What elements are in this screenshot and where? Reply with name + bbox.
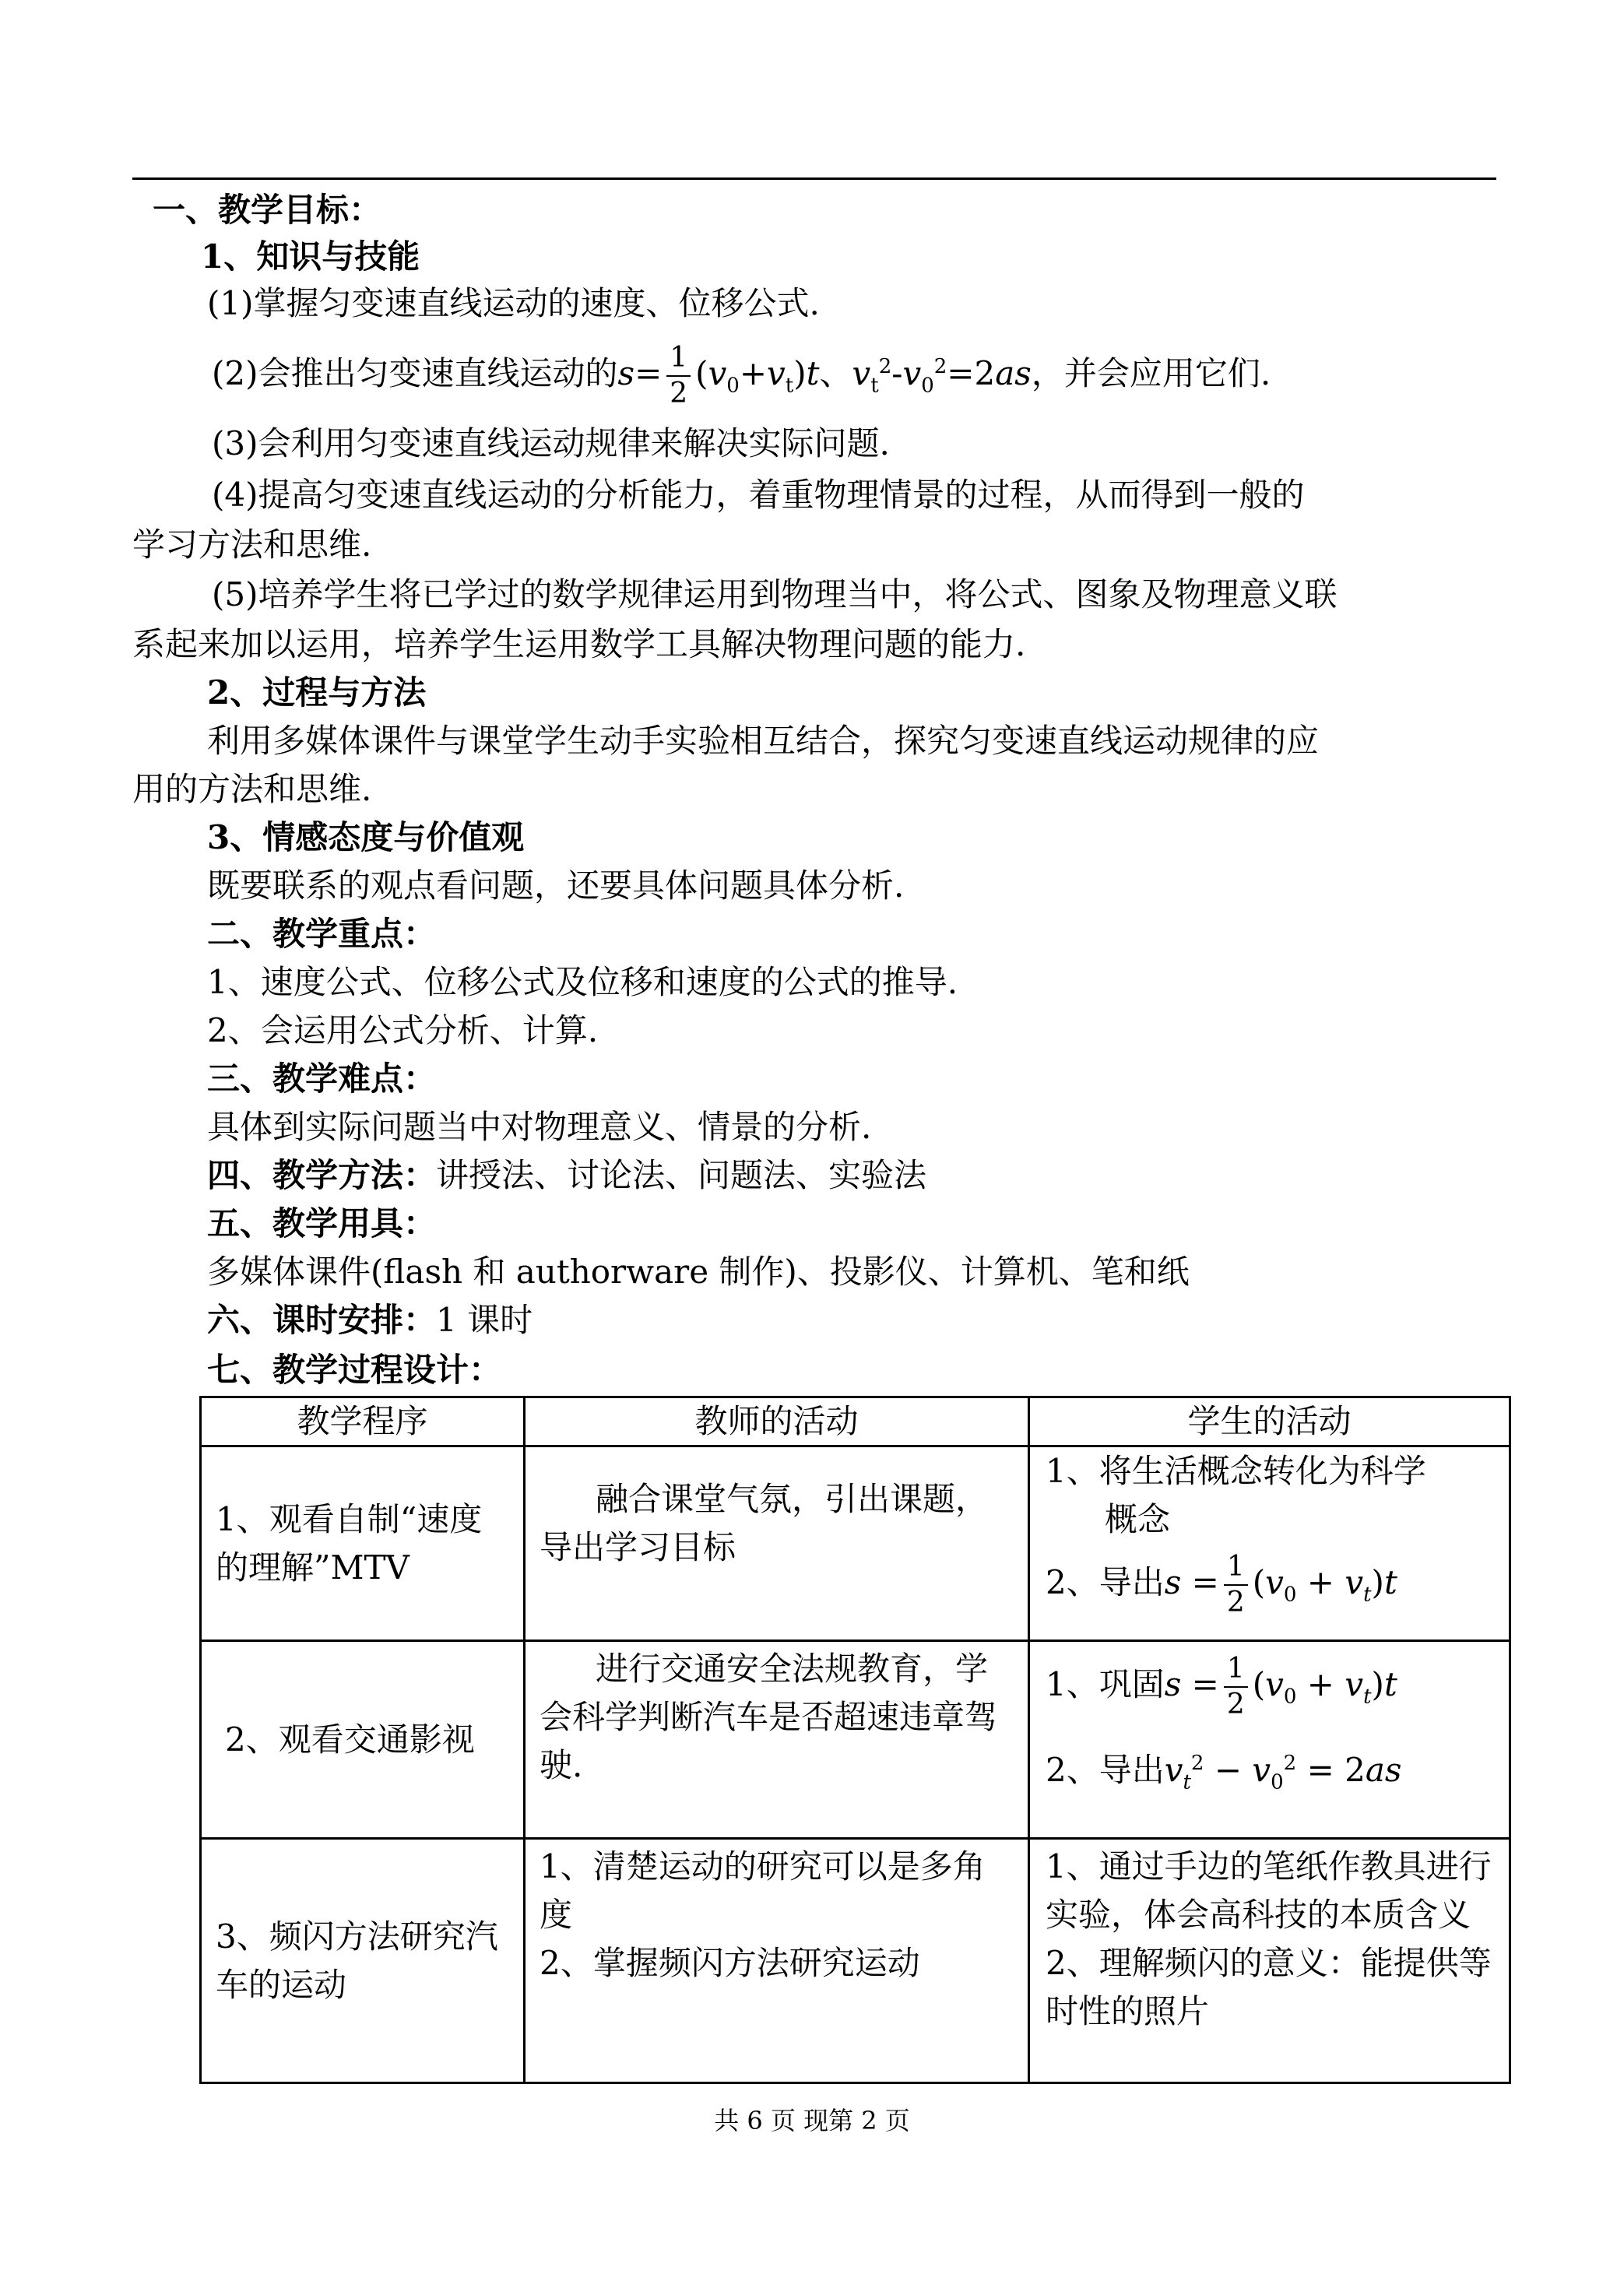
formula-eq: =: [1191, 1665, 1219, 1703]
sub-zero: 0: [1283, 1583, 1297, 1607]
formula-v: v: [1265, 1665, 1284, 1703]
formula-as: as: [1365, 1751, 1402, 1789]
formula-two: 2: [974, 354, 996, 392]
sup-two: 2: [1190, 1752, 1204, 1775]
paren-open: (: [695, 354, 708, 392]
table-header-row: [201, 1397, 1510, 1446]
paren-open: (: [1252, 1563, 1266, 1601]
formula-plus: +: [739, 354, 768, 392]
sub-t: t: [1363, 1685, 1372, 1709]
student-activity-2: 2、理解频闪的意义：能提供等时性的照片: [1046, 1944, 1492, 2030]
table-cell-student: [1029, 1839, 1510, 2083]
fraction-numerator: 1: [666, 344, 691, 377]
fraction-denominator: 2: [670, 378, 688, 409]
paren-close: ): [1371, 1665, 1384, 1703]
formula-s: s: [1164, 1665, 1182, 1703]
table-cell-teacher: [525, 1839, 1029, 2083]
objective-4-line1: (4)提高匀变速直线运动的分析能力，着重物理情景的过程，从而得到一般的: [212, 476, 1305, 514]
student-activity-2-label: 2、导出: [1046, 1563, 1165, 1601]
section-teaching-objectives: 一、教学目标：: [153, 191, 382, 229]
section-process-design: 七、教学过程设计：: [207, 1351, 502, 1389]
formula-s: s: [1164, 1563, 1182, 1601]
sup-two: 2: [1283, 1752, 1297, 1775]
sub-t: t: [1363, 1583, 1372, 1607]
formula-two: 2: [1345, 1751, 1366, 1789]
sub-zero: 0: [1283, 1685, 1297, 1709]
formula-v: v: [708, 354, 727, 392]
key-point-1: 1、速度公式、位移公式及位移和速度的公式的推导.: [207, 963, 958, 1001]
table-cell-teacher: 融合课堂气氛，引出课题，导出学习目标: [525, 1446, 1029, 1641]
sub-t: t: [1183, 1770, 1191, 1794]
student-activity-1: 1、通过手边的笔纸作教具进行实验，体会高科技的本质含义: [1046, 1847, 1492, 1934]
section-schedule-label: 六、课时安排：: [207, 1301, 437, 1339]
teacher-activity-1: 1、清楚运动的研究可以是多角度: [540, 1847, 986, 1934]
formula-plus: +: [1306, 1563, 1334, 1601]
formula-eq: =: [947, 354, 975, 392]
subsection-knowledge-skills: 1、知识与技能: [201, 237, 420, 276]
emotion-text: 既要联系的观点看问题，还要具体问题具体分析.: [207, 866, 905, 905]
process-line2: 用的方法和思维.: [132, 770, 372, 808]
table-cell-student: [1029, 1446, 1510, 1641]
table-cell-procedure: 3、频闪方法研究汽车的运动: [201, 1839, 525, 2083]
objective-5-line2: 系起来加以运用，培养学生运用数学工具解决物理问题的能力.: [132, 625, 1026, 663]
sub-t: t: [870, 374, 879, 398]
formula-v: v: [1345, 1665, 1364, 1703]
formula-minus: −: [1214, 1751, 1243, 1789]
fraction-half: [1224, 1553, 1248, 1617]
table-header: 教学程序: [201, 1397, 525, 1446]
formula-v: v: [902, 354, 922, 392]
sup-two: 2: [933, 355, 947, 378]
formula-t: t: [1383, 1563, 1397, 1601]
formula-v: v: [852, 354, 871, 392]
sub-zero: 0: [1271, 1770, 1284, 1794]
process-table: [199, 1396, 1511, 2084]
table-row: [201, 1446, 1510, 1641]
objective-2-prefix: (2)会推出匀变速直线运动的: [212, 354, 618, 392]
subsection-emotion-values: 3、情感态度与价值观: [207, 818, 525, 856]
header-rule: [132, 177, 1496, 180]
table-header: 学生的活动: [1029, 1397, 1510, 1446]
table-cell-student: [1029, 1641, 1510, 1839]
section-key-points: 二、教学重点：: [207, 915, 437, 953]
paren-open: (: [1252, 1665, 1266, 1703]
sup-two: 2: [878, 355, 892, 378]
sub-zero: 0: [726, 374, 740, 398]
student-activity-1: [1046, 1642, 1495, 1727]
formula-v: v: [1164, 1751, 1183, 1789]
subsection-process-methods: 2、过程与方法: [207, 673, 427, 712]
formula-as: as: [995, 354, 1032, 392]
methods-text: 讲授法、讨论法、问题法、实验法: [436, 1156, 927, 1194]
table-header: 教师的活动: [525, 1397, 1029, 1446]
fraction-numerator: 1: [1224, 1553, 1248, 1586]
formula-eq: =: [1191, 1563, 1219, 1601]
formula-v: v: [1345, 1563, 1364, 1601]
student-activity-1-cont: 概念: [1105, 1500, 1171, 1538]
section-tools: 五、教学用具：: [207, 1204, 437, 1242]
formula-t: t: [1383, 1665, 1397, 1703]
fraction-numerator: 1: [1224, 1655, 1248, 1688]
fraction-half: [666, 344, 691, 408]
difficulty-text: 具体到实际问题当中对物理意义、情景的分析.: [207, 1108, 872, 1146]
paren-close: ): [793, 354, 807, 392]
sub-t: t: [785, 374, 794, 398]
student-activity-2: [1046, 1727, 1495, 1813]
objective-4-line2: 学习方法和思维.: [132, 525, 372, 564]
key-point-2: 2、会运用公式分析、计算.: [207, 1011, 599, 1049]
table-cell-teacher: 进行交通安全法规教育，学会科学判断汽车是否超速违章驾驶.: [525, 1641, 1029, 1839]
formula-eq: =: [1306, 1751, 1334, 1789]
formula-separator: 、: [819, 354, 852, 392]
formula-s: s: [617, 354, 635, 392]
fraction-denominator: 2: [1226, 1689, 1245, 1720]
table-cell-procedure: 1、观看自制“速度的理解”MTV: [201, 1446, 525, 1641]
formula-v: v: [1252, 1751, 1271, 1789]
formula-eq: =: [634, 354, 663, 392]
sub-zero: 0: [921, 374, 934, 398]
formula-minus: -: [891, 354, 903, 392]
schedule-text: 1 课时: [436, 1301, 533, 1339]
student-activity-1-label: 1、巩固: [1046, 1665, 1165, 1703]
table-row: [201, 1839, 1510, 2083]
paren-close: ): [1371, 1563, 1384, 1601]
objective-2-suffix: ，并会应用它们.: [1031, 354, 1271, 392]
student-activity-2: [1046, 1544, 1495, 1622]
page-footer: 共 6 页 现第 2 页: [714, 2106, 910, 2135]
objective-1: (1)掌握匀变速直线运动的速度、位移公式.: [207, 284, 820, 322]
table-cell-procedure: 2、观看交通影视: [201, 1641, 525, 1839]
fraction-denominator: 2: [1226, 1587, 1245, 1618]
table-row: [201, 1641, 1510, 1839]
formula-v: v: [767, 354, 786, 392]
formula-plus: +: [1306, 1665, 1334, 1703]
process-line1: 利用多媒体课件与课堂学生动手实验相互结合，探究匀变速直线运动规律的应: [207, 722, 1320, 760]
student-activity-2-label: 2、导出: [1046, 1751, 1165, 1789]
tools-text: 多媒体课件(flash 和 authorware 制作)、投影仪、计算机、笔和纸: [207, 1253, 1190, 1291]
student-activity-1: 1、将生活概念转化为科学: [1046, 1452, 1426, 1490]
fraction-half: [1224, 1655, 1248, 1719]
section-difficulties: 三、教学难点：: [207, 1060, 437, 1098]
section-schedule: [207, 1297, 533, 1344]
teacher-activity-2: 2、掌握频闪方法研究运动: [540, 1944, 920, 1982]
objective-5-line1: (5)培养学生将已学过的数学规律运用到物理当中，将公式、图象及物理意义联: [212, 575, 1338, 613]
section-methods-label: 四、教学方法：: [207, 1156, 437, 1194]
formula-v: v: [1265, 1563, 1284, 1601]
objective-3: (3)会利用匀变速直线运动规律来解决实际问题.: [212, 424, 890, 462]
section-methods: [207, 1152, 926, 1199]
objective-2: [212, 339, 1271, 409]
formula-t: t: [806, 354, 820, 392]
